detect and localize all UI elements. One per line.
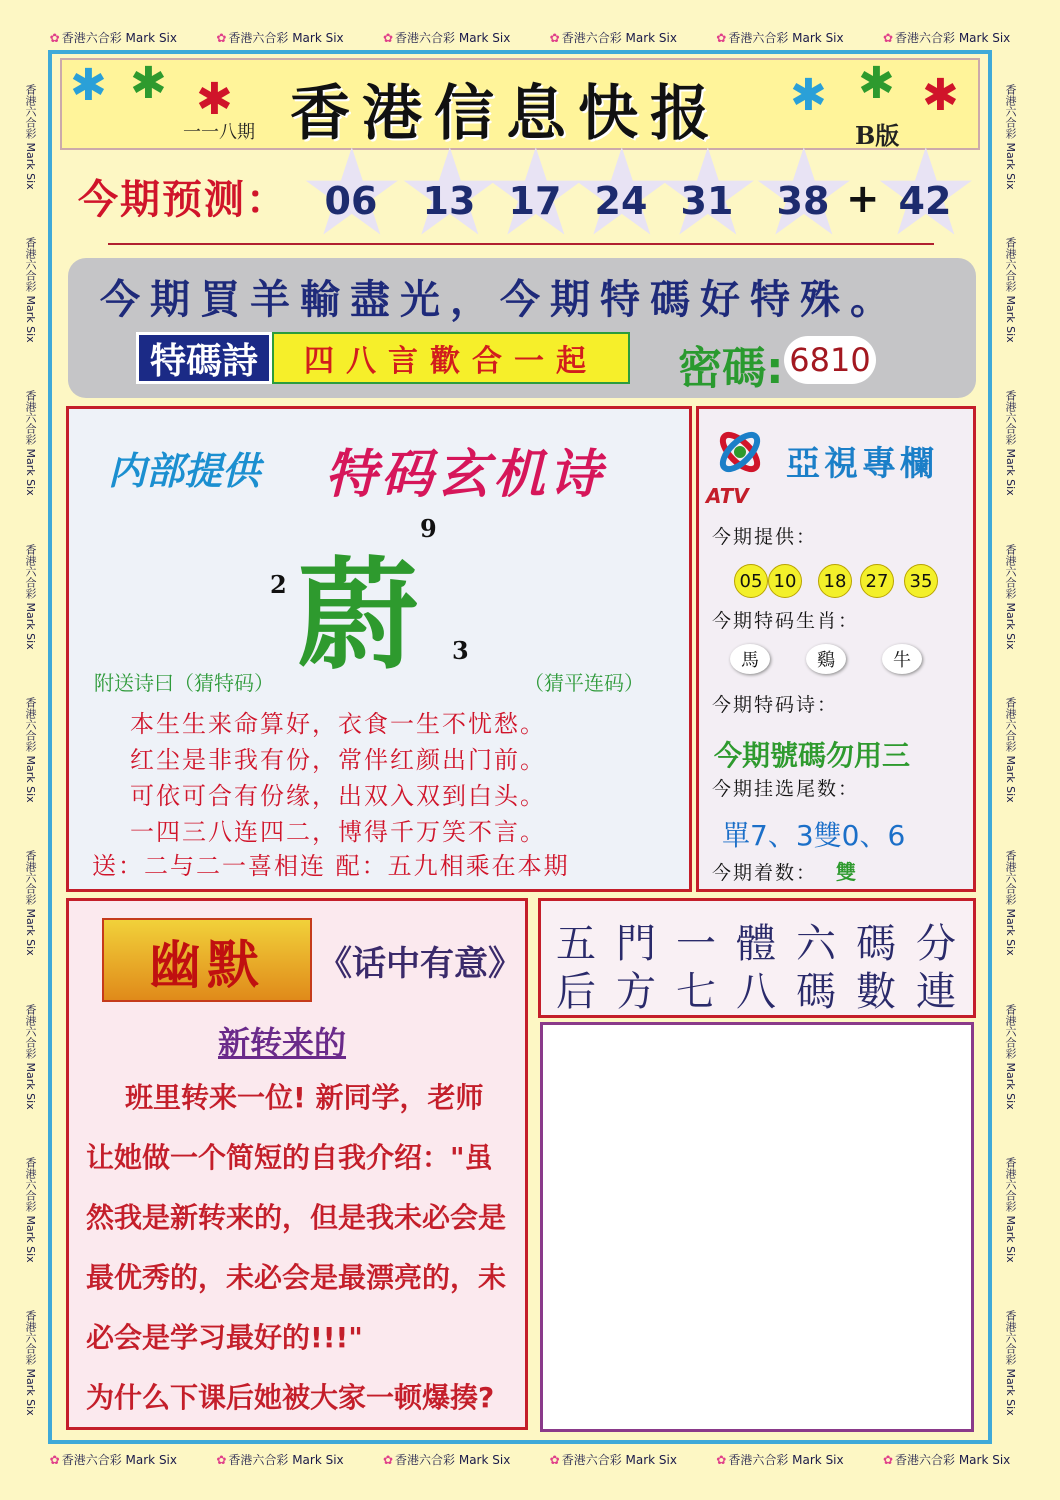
riddle-character: 蔚 — [298, 545, 418, 686]
border-label: 香港六合彩 Mark Six — [24, 543, 37, 650]
poem-line: 红尘是非我有份，常伴红颜出门前。 — [130, 746, 546, 774]
joke-line: 然我是新转来的，但是我未必会是 — [86, 1201, 507, 1234]
zodiac-ball: 鷄 — [806, 644, 846, 674]
poem-line: 可依可合有份缘，出双入双到白头。 — [130, 782, 546, 810]
prediction-number: ★ 17 — [490, 156, 580, 246]
prediction-label: 今期预测： — [78, 177, 288, 223]
border-label: 香港六合彩 Mark Six — [1004, 850, 1017, 957]
prediction-number: ★ 31 — [662, 156, 752, 246]
asterisk-icon: ✱ — [70, 60, 107, 111]
border-label: 香港六合彩 Mark Six — [1004, 83, 1017, 190]
asterisk-icon: ✱ — [922, 70, 959, 121]
atv-logo-text: ATV — [706, 484, 749, 508]
asterisk-icon: ✱ — [858, 58, 895, 109]
gift-label: 附送诗曰（猜特码） — [94, 671, 274, 695]
right-border-band — [996, 60, 1024, 1440]
divider — [108, 243, 934, 245]
verse-line: 后方七八碼數連 — [556, 969, 976, 1015]
poem-line: 一四三八连四二，博得千万笑不言。 — [130, 818, 546, 846]
border-label: 香港六合彩 Mark Six — [1004, 390, 1017, 497]
border-label: 香港六合彩 Mark Six — [1004, 237, 1017, 343]
border-label: ✿ 香港六合彩 Mark Six — [882, 30, 1011, 45]
border-label: ✿ 香港六合彩 Mark Six — [382, 30, 511, 45]
prediction-number: ★ 24 — [576, 156, 666, 246]
border-label: ✿ 香港六合彩 Mark Six — [216, 30, 344, 45]
border-label: ✿ 香港六合彩 Mark Six — [549, 1452, 677, 1467]
poem-label: 今期特码诗： — [712, 694, 839, 716]
prediction-number: ★ 38 — [758, 156, 848, 246]
joke-line: 为什么下课后她被大家一顿爆揍? — [86, 1381, 495, 1414]
asterisk-icon: ✱ — [196, 74, 233, 125]
border-label: ✿ 香港六合彩 Mark Six — [716, 1452, 844, 1467]
humor-badge: 幽默 — [102, 918, 312, 1002]
border-label: 香港六合彩 Mark Six — [24, 1310, 37, 1417]
border-label: 香港六合彩 Mark Six — [1004, 543, 1017, 650]
poem-send-line: 送：二与二一喜相连 配：五九相乘在本期 — [92, 852, 570, 880]
border-label: ✿ 香港六合彩 Mark Six — [882, 1452, 1011, 1467]
parity-value: 雙 — [836, 860, 856, 884]
left-border-band — [16, 60, 44, 1440]
border-label: ✿ 香港六合彩 Mark Six — [216, 1452, 344, 1467]
zodiac-ball: 馬 — [730, 644, 770, 674]
border-label: 香港六合彩 Mark Six — [1004, 1003, 1017, 1110]
border-label: 香港六合彩 Mark Six — [24, 1003, 37, 1110]
number-ball: 05 — [734, 564, 768, 598]
asterisk-icon: ✱ — [130, 58, 167, 109]
number-ball: 10 — [768, 564, 802, 598]
asterisk-icon: ✱ — [790, 70, 827, 121]
period-label: 一一八期 — [183, 122, 255, 143]
inner-supply-label: 内部提供 — [108, 449, 261, 493]
border-label: ✿ 香港六合彩 Mark Six — [716, 30, 844, 45]
border-label: 香港六合彩 Mark Six — [24, 83, 37, 190]
border-label: ✿ 香港六合彩 Mark Six — [49, 1452, 177, 1467]
border-label: ✿ 香港六合彩 Mark Six — [49, 30, 177, 45]
joke-line: 最优秀的，未必会是最漂亮的，未 — [86, 1261, 507, 1294]
atv-column-title: 亞視專欄 — [786, 444, 938, 484]
number-ball: 18 — [818, 564, 852, 598]
blank-panel — [540, 1022, 974, 1432]
top-border-band — [30, 22, 1030, 52]
hint-number-top: 9 — [420, 514, 437, 543]
border-label: 香港六合彩 Mark Six — [24, 850, 37, 957]
hint-number-left: 2 — [270, 570, 287, 599]
special-poem-label: 特碼詩 — [136, 332, 272, 384]
number-ball: 35 — [904, 564, 938, 598]
special-number: ★ 42 — [880, 156, 970, 246]
verse-line: 五門一體六碼分 — [556, 921, 976, 967]
joke-line: 必会是学习最好的!!!" — [86, 1321, 363, 1354]
bottom-border-band — [30, 1444, 1030, 1474]
border-label: 香港六合彩 Mark Six — [24, 697, 37, 803]
border-label: ✿ 香港六合彩 Mark Six — [549, 30, 677, 45]
provide-label: 今期提供： — [712, 526, 818, 548]
border-label: 香港六合彩 Mark Six — [1004, 697, 1017, 803]
mystery-poem-title: 特码玄机诗 — [325, 445, 606, 505]
page-title: 香港信息快报 — [290, 79, 722, 149]
joke-title: 新转来的 — [218, 1024, 347, 1062]
prediction-number: ★ 13 — [404, 156, 494, 246]
joke-line: 让她做一个简短的自我介绍："虽 — [86, 1141, 493, 1174]
border-label: 香港六合彩 Mark Six — [1004, 1157, 1017, 1263]
tail-label: 今期挂选尾数： — [712, 778, 860, 800]
humor-subtitle: 《话中有意》 — [318, 944, 522, 984]
border-label: ✿ 香港六合彩 Mark Six — [382, 1452, 511, 1467]
edition-label: B版 — [855, 121, 900, 150]
atv-poem: 今期號碼勿用三 — [714, 739, 911, 772]
atv-logo-icon — [712, 424, 768, 480]
number-ball: 27 — [860, 564, 894, 598]
special-poem-text: 四八言歡合一起 — [272, 332, 630, 384]
tail-numbers: 單7、3雙0、6 — [722, 819, 906, 852]
code-value: 6810 — [784, 336, 876, 384]
joke-line: 班里转来一位! 新同学，老师 — [86, 1081, 484, 1114]
poem-line: 本生生来命算好，衣食一生不忧愁。 — [130, 710, 546, 738]
plus-sign: + — [846, 176, 880, 222]
gift-label-right: （猜平连码） — [524, 671, 644, 695]
border-label: 香港六合彩 Mark Six — [24, 390, 37, 497]
border-label: 香港六合彩 Mark Six — [1004, 1310, 1017, 1417]
border-label: 香港六合彩 Mark Six — [24, 237, 37, 343]
border-label: 香港六合彩 Mark Six — [24, 1157, 37, 1263]
zodiac-label: 今期特码生肖： — [712, 610, 860, 632]
prediction-number: ★ 06 — [306, 156, 396, 246]
zodiac-ball: 牛 — [882, 644, 922, 674]
hint-number-bottom: 3 — [452, 636, 469, 665]
parity-label: 今期着数： — [712, 862, 818, 884]
code-label: 密碼: — [678, 343, 784, 394]
banner-text: 今期買羊輸盡光，今期特碼好特殊。 — [100, 277, 900, 323]
